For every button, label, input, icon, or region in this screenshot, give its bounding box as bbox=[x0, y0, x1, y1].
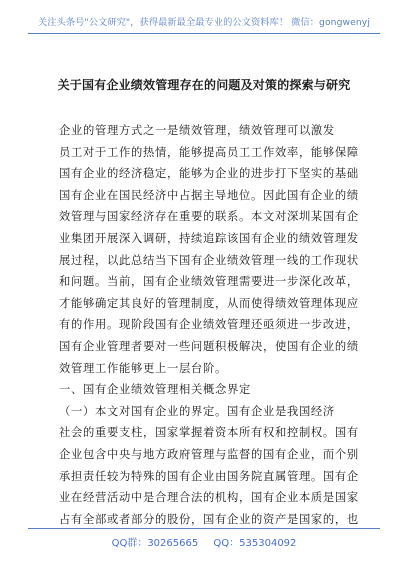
footer-qq-group: QQ群：30265665 bbox=[111, 538, 199, 549]
body-line: 承担责任较为特殊的国有企业由国务院直属管理。国有企 bbox=[59, 469, 359, 483]
header-banner: 关注头条号"公文研究"，获得最新最全最专业的公文资料库！ 微信：gongwenyj bbox=[38, 17, 370, 28]
body-line: 展过程，以此总结当下国有企业绩效管理一线的工作现状 bbox=[59, 253, 359, 267]
body-line: 和问题。当前，国有企业绩效管理需要进一步深化改革， bbox=[59, 275, 359, 289]
footer-qq: QQ：535304092 bbox=[213, 538, 297, 549]
document-body bbox=[59, 120, 359, 530]
document-title: 关于国有企业绩效管理存在的问题及对策的探索与研究 bbox=[57, 78, 351, 92]
footer bbox=[0, 534, 408, 549]
body-line: 效管理工作能够更上一层台阶。 bbox=[59, 361, 227, 375]
body-line: 国有企业管理者要对一些问题积极解决，使国有企业的绩 bbox=[59, 339, 359, 353]
body-line: 有的作用。现阶段国有企业绩效管理还亟须进一步改进， bbox=[59, 318, 359, 332]
body-line: 业在经营活动中是合理合法的机构，国有企业本质是国家 bbox=[59, 491, 359, 505]
body-line: 国有企业的经济稳定，能够为企业的进步打下坚实的基础 bbox=[59, 167, 359, 181]
body-line: 效管理与国家经济存在重要的联系。本文对深圳某国有企 bbox=[59, 210, 359, 224]
footer-divider bbox=[28, 528, 380, 529]
body-line: 业集团开展深入调研，持续追踪该国有企业的绩效管理发 bbox=[59, 231, 359, 245]
body-line: 企业包含中央与地方政府管理与监督的国有企业，而个别 bbox=[59, 447, 359, 461]
body-line: （一）本文对国有企业的界定。国有企业是我国经济 bbox=[59, 404, 335, 418]
body-line: 国有企业在国民经济中占据主导地位。因此国有企业的绩 bbox=[59, 188, 359, 202]
body-line: 才能够确定其良好的管理制度，从而使得绩效管理体现应 bbox=[59, 296, 359, 310]
body-line: 员工对于工作的热情，能够提高员工工作效率，能够保障 bbox=[59, 145, 359, 159]
section-heading: 一、国有企业绩效管理相关概念界定 bbox=[59, 383, 251, 397]
body-line: 占有全部或者部分的股份，国有企业的资产是国家的，也 bbox=[59, 512, 359, 526]
header-divider bbox=[28, 33, 380, 34]
body-line: 企业的管理方式之一是绩效管理，绩效管理可以激发 bbox=[59, 124, 335, 137]
body-line: 社会的重要支柱，国家掌握着资本所有权和控制权。国有 bbox=[59, 426, 359, 440]
